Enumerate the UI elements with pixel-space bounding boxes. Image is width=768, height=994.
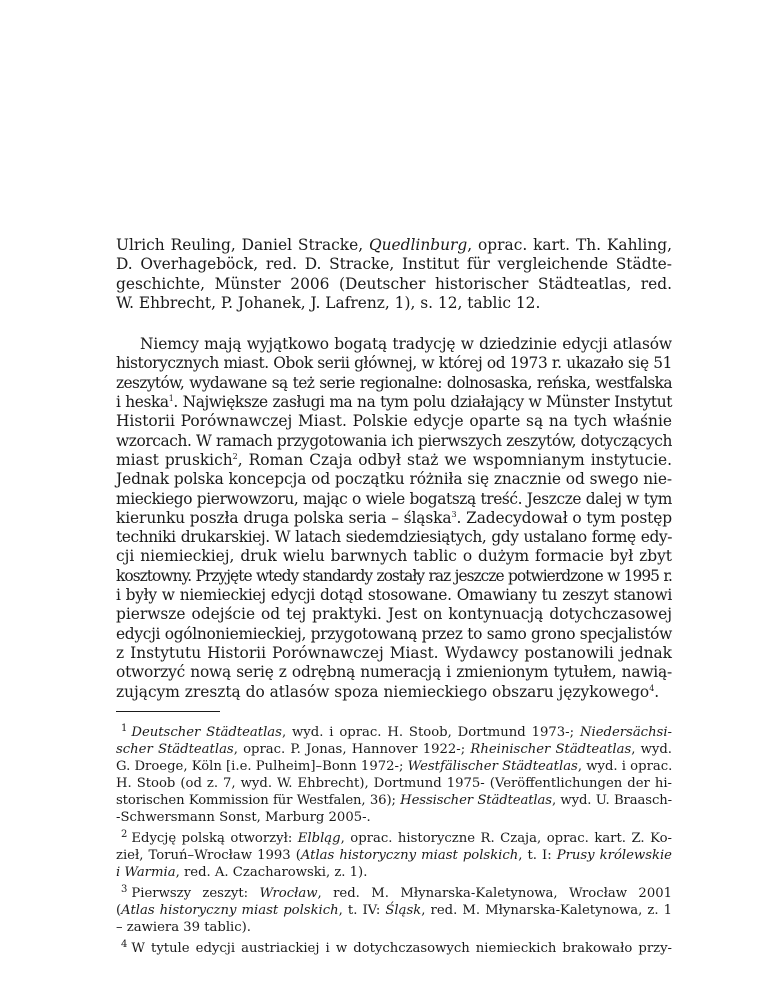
- footnote-line: H. Stoob (od z. 7, wyd. W. Ehbrecht), Dortmund 1975- (Veröffentlichungen der hi-: [116, 775, 672, 791]
- footnote-line: zieł, Toruń–Wrocław 1993 (Atlas historyczny miast polskich, t. I: Prusy królewskie: [116, 847, 672, 863]
- body-line: wzorcach. W ramach przygotowania ich pierwszych zeszytów, dotyczących: [116, 431, 672, 450]
- heading-line: Ulrich Reuling, Daniel Stracke, Quedlinburg, oprac. kart. Th. Kahling,: [116, 236, 672, 254]
- body-line: mieckiego pierwowzoru, mając o wiele bogatszą treść. Jeszcze dalej w tym: [116, 489, 672, 508]
- footnote-number: 4: [121, 938, 128, 950]
- body-line: i heska$^1$. Największe zasługi ma na tym polu działający w Münster Instytut: [116, 393, 672, 412]
- footnote-2: $^2$ Edycję polską otworzył: Elbląg, oprac. historyczne R. Czaja, oprac. kart. Z. Ko-: [121, 828, 672, 846]
- book-title: Quedlinburg: [369, 236, 468, 254]
- footnote-number: 1: [121, 722, 128, 734]
- body-line: Jednak polska koncepcja od początku różniła się znacznie od swego nie-: [116, 470, 672, 489]
- footnote-line: (Atlas historyczny miast polskich, t. IV: Śląsk, red. M. Młynarska-Kaletynowa, z. 1: [116, 902, 672, 918]
- body-line: zeszytów, wydawane są też serie regionalne: dolnosaska, reńska, westfalska: [116, 373, 672, 392]
- footnote-ref: 3: [451, 509, 457, 519]
- footnote-ref: 1: [168, 394, 174, 404]
- body-line: cji niemieckiej, druk wielu barwnych tablic o dużym formacie był zbyt: [116, 547, 672, 566]
- footnote-line: scher Städteatlas, oprac. P. Jonas, Hannover 1922-; Rheinischer Städteatlas, wyd.: [116, 741, 673, 757]
- review-body: [116, 335, 672, 702]
- page-content: [116, 236, 672, 957]
- body-line: miast pruskich$^2$, Roman Czaja odbył staż we wspomnianym instytucie.: [116, 450, 673, 469]
- body-line: zującym zresztą do atlasów spoza niemieckiego obszaru językowego$^4$.: [116, 682, 660, 701]
- footnote-number: 3: [121, 883, 128, 895]
- body-line: pierwsze odejście od tej praktyki. Jest on kontynuacją dotychczasowej: [116, 605, 672, 624]
- footnote-divider: [116, 711, 220, 712]
- body-line: Niemcy mają wyjątkowo bogatą tradycję w dziedzinie edycji atlasów: [140, 335, 672, 354]
- body-line: z Instytutu Historii Porównawczej Miast. Wydawcy postanowili jednak: [116, 643, 672, 662]
- heading-line: W. Ehbrecht, P. Johanek, J. Lafrenz, 1), s. 12, tablic 12.: [116, 293, 541, 312]
- body-line: Historii Porównawczej Miast. Polskie edycje oparte są na tych właśnie: [116, 412, 672, 431]
- footnote-ref: 2: [232, 451, 238, 461]
- footnote-line: storischen Kommission für Westfalen, 36); Hessischer Städteatlas, wyd. U. Braasch-: [116, 792, 672, 808]
- footnote-3: $^3$ Pierwszy zeszyt: Wrocław, red. M. Młynarska-Kaletynowa, Wrocław 2001: [121, 883, 672, 901]
- footnote-line: i Warmia, red. A. Czacharowski, z. 1).: [116, 864, 368, 880]
- body-line: historycznych miast. Obok serii głównej, w której od 1973 r. ukazało się 51: [116, 354, 672, 373]
- body-line: kierunku poszła druga polska seria – śląska$^3$. Zadecydował o tym postęp: [116, 508, 672, 527]
- footnotes: [116, 720, 672, 957]
- body-line: i były w niemieckiej edycji dotąd stosowane. Omawiany tu zeszyt stanowi: [116, 586, 672, 605]
- body-line: otworzyć nową serię z odrębną numeracją i zmienionym tytułem, nawią-: [116, 663, 672, 682]
- body-line: edycji ogólnoniemieckiej, przygotowaną przez to samo grono specjalistów: [116, 624, 672, 643]
- footnote-4: $^4$ W tytule edycji austriackiej i w dotychczasowych niemieckich brakowało przy-: [121, 938, 672, 956]
- body-line: techniki drukarskiej. W latach siedemdziesiątych, gdy ustalano formę edy-: [116, 528, 672, 547]
- footnote-line: – zawiera 39 tablic).: [116, 919, 251, 935]
- footnote-ref: 4: [649, 683, 655, 693]
- heading-line: geschichte, Münster 2006 (Deutscher historischer Städteatlas, red.: [116, 274, 672, 293]
- footnote-number: 2: [121, 828, 128, 840]
- body-line: kosztowny. Przyjęte wtedy standardy zostały raz jeszcze potwierdzone w 1995 r.: [116, 566, 672, 585]
- heading-line: D. Overhageböck, red. D. Stracke, Institut für vergleichende Städte-: [116, 255, 672, 274]
- review-heading: [116, 236, 672, 313]
- footnote-line: -Schwersmann Sonst, Marburg 2005-.: [116, 809, 371, 825]
- footnote-line: G. Droege, Köln [i.e. Pulheim]–Bonn 1972-; Westfälischer Städteatlas, wyd. i oprac.: [116, 758, 673, 774]
- footnote-1: $^1$ Deutscher Städteatlas, wyd. i oprac. H. Stoob, Dortmund 1973-; Niedersächsi-: [121, 722, 672, 740]
